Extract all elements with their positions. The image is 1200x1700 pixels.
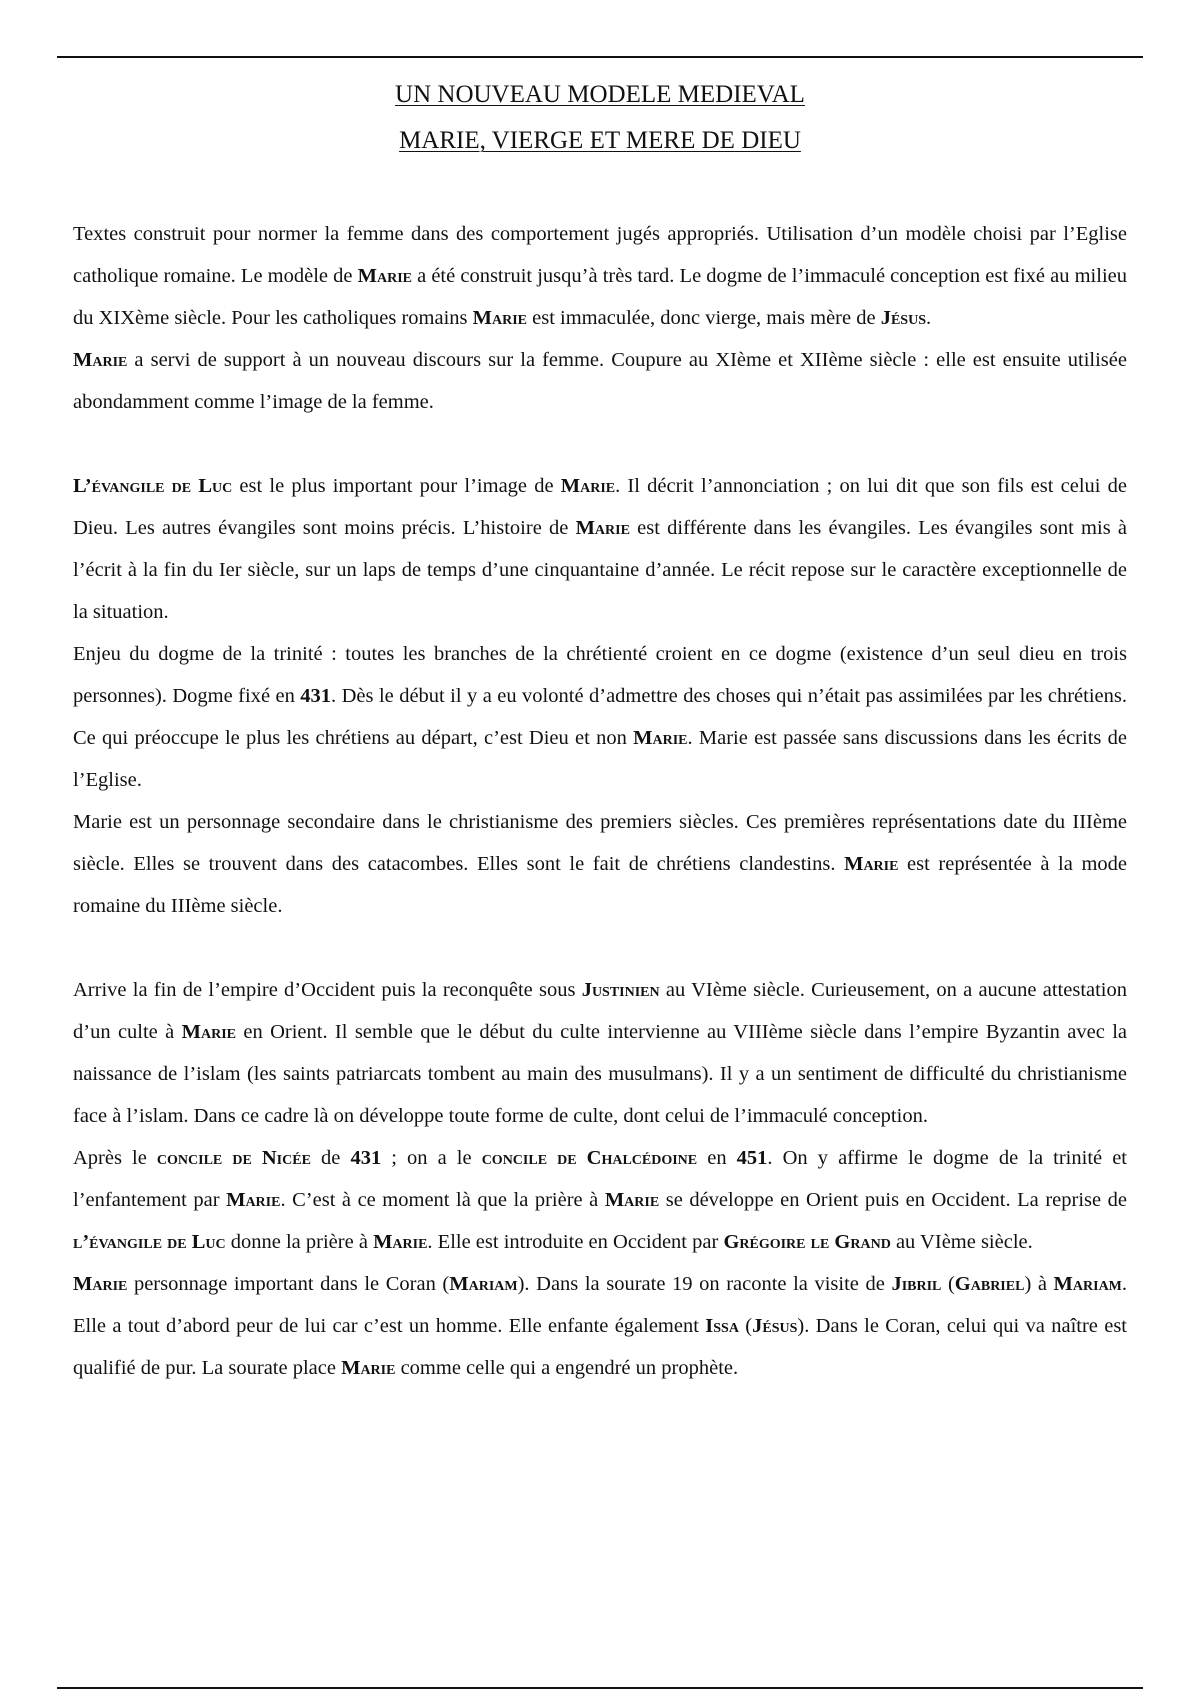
text-run: de	[310, 1147, 351, 1169]
text-run: (	[738, 1315, 753, 1337]
text-run: personnage important dans le Coran (	[127, 1273, 450, 1295]
text-run: est différente dans les évangiles. Les évangiles sont mis à l’écrit à la fin du Ier siècle, sur un laps de temps d’une cinquantaine d’année. Le récit repose sur le caractère exceptionnelle de la situation.	[73, 517, 1127, 623]
name-term: Marie	[575, 517, 630, 539]
paragraph	[73, 465, 1127, 633]
document-title: UN NOUVEAU MODELE MEDIEVAL	[395, 81, 805, 108]
text-run: .	[925, 307, 932, 329]
name-term: Marie	[341, 1357, 396, 1379]
name-term: Gabriel	[954, 1273, 1025, 1295]
name-term: Marie	[73, 349, 128, 371]
text-run: a été construit jusqu’à très tard. Le dogme de l’immaculé conception est fixé au milieu du XIXème siècle. Pour les catholiques romains	[73, 265, 1127, 329]
document-subtitle: MARIE, VIERGE ET MERE DE DIEU	[399, 127, 801, 154]
document-title-block	[57, 72, 1143, 164]
top-rule	[57, 56, 1143, 58]
date-term: 451	[736, 1147, 768, 1169]
name-term: Mariam	[1053, 1273, 1122, 1295]
name-term: Jibril	[891, 1273, 942, 1295]
name-term: Marie	[633, 727, 688, 749]
text-run: . C’est à ce moment là que la prière à	[280, 1189, 605, 1211]
bottom-rule	[57, 1687, 1143, 1689]
name-term: l’évangile de Luc	[73, 1231, 226, 1253]
text-run: au VIème siècle.	[890, 1231, 1033, 1253]
paragraph	[73, 339, 1127, 423]
paragraph	[73, 1263, 1127, 1389]
text-run: . Marie est passée sans discussions dans les écrits de l’Eglise.	[73, 727, 1127, 791]
text-run: Marie est un personnage secondaire dans le christianisme des premiers siècles. Ces premières représentations date du IIIème siècle. Elles se trouvent dans des catacombes. Elles sont le fait de chrétiens clandestins.	[73, 811, 1127, 875]
name-term: Marie	[181, 1021, 236, 1043]
text-run: Textes construit pour normer la femme dans des comportement jugés appropriés. Utilisation d’un modèle choisi par l’Eglise catholique romaine. Le modèle de	[73, 223, 1127, 287]
text-run: . Dès le début il y a eu volonté d’admettre des choses qui n’était pas assimilées par les chrétiens. Ce qui préoccupe le plus les chrétiens au départ, c’est Dieu et non	[73, 685, 1127, 749]
text-run: . On y affirme le dogme de la trinité et l’enfantement par	[73, 1147, 1127, 1211]
name-term: Issa	[705, 1315, 739, 1337]
document-body	[73, 213, 1127, 1389]
name-term: concile de Chalcédoine	[481, 1147, 698, 1169]
paragraph-spacer	[73, 423, 1127, 465]
paragraph	[73, 969, 1127, 1137]
text-run: ). Dans le Coran, celui qui va naître est qualifié de pur. La sourate place	[73, 1315, 1127, 1379]
name-term: concile de Nicée	[156, 1147, 311, 1169]
text-run: . Il décrit l’annonciation ; on lui dit que son fils est celui de Dieu. Les autres évangiles sont moins précis. L’histoire de	[73, 475, 1128, 539]
text-run: Enjeu du dogme de la trinité : toutes les branches de la chrétienté croient en ce dogme (existence d’un seul dieu en trois personnes). Dogme fixé en	[73, 643, 1127, 707]
name-term: Marie	[373, 1231, 428, 1253]
paragraph-spacer	[73, 927, 1127, 969]
name-term: Marie	[560, 475, 616, 497]
name-term: Justinien	[581, 979, 660, 1001]
text-run: donne la prière à	[225, 1231, 374, 1253]
text-run: . Elle est introduite en Occident par	[427, 1231, 724, 1253]
name-term: Grégoire le Grand	[723, 1231, 891, 1253]
text-run: en	[697, 1147, 737, 1169]
text-run: est représentée à la mode romaine du IIIème siècle.	[73, 853, 1127, 917]
paragraph	[73, 213, 1127, 339]
text-run: comme celle qui a engendré un prophète.	[395, 1357, 739, 1379]
text-run: se développe en Orient puis en Occident. La reprise de	[659, 1189, 1127, 1211]
paragraph	[73, 633, 1127, 801]
text-run: . Elle a tout d’abord peur de lui car c’est un homme. Elle enfante également	[73, 1273, 1128, 1337]
name-term: Marie	[844, 853, 899, 875]
text-run: ). Dans la sourate 19 on raconte la visite de	[517, 1273, 892, 1295]
name-term: Marie	[73, 1273, 128, 1295]
name-term: Marie	[226, 1189, 281, 1211]
paragraph	[73, 801, 1127, 927]
text-run: ) à	[1024, 1273, 1054, 1295]
text-run: Après le	[73, 1147, 157, 1169]
name-term: Marie	[357, 265, 412, 287]
text-run: (	[941, 1273, 955, 1295]
text-run: au VIème siècle. Curieusement, on a aucune attestation d’un culte à	[73, 979, 1127, 1043]
name-term: Jésus	[752, 1315, 798, 1337]
text-run: est immaculée, donc vierge, mais mère de	[527, 307, 881, 329]
text-run: Arrive la fin de l’empire d’Occident puis la reconquête sous	[73, 979, 582, 1001]
text-run: a servi de support à un nouveau discours sur la femme. Coupure au XIème et XIIème siècle : elle est ensuite utilisée abondamment comme l’image de la femme.	[73, 349, 1127, 413]
paragraph	[73, 1137, 1127, 1263]
text-run: est le plus important pour l’image de	[232, 475, 561, 497]
date-term: 431	[300, 685, 332, 707]
name-term: Marie	[472, 307, 528, 329]
text-run: en Orient. Il semble que le début du culte intervienne au VIIIème siècle dans l’empire Byzantin avec la naissance de l’islam (les saints patriarcats tombent au main des musulmans). Il y a un sentiment de difficulté du christianisme face à l’islam. Dans ce cadre là on développe toute forme de culte, dont celui de l’immaculé conception.	[73, 1021, 1127, 1127]
name-term: L’évangile de Luc	[73, 475, 233, 497]
name-term: Marie	[604, 1189, 660, 1211]
name-term: Mariam	[449, 1273, 518, 1295]
name-term: Jésus	[880, 307, 926, 329]
date-term: 431	[350, 1147, 382, 1169]
text-run: ; on a le	[381, 1147, 482, 1169]
